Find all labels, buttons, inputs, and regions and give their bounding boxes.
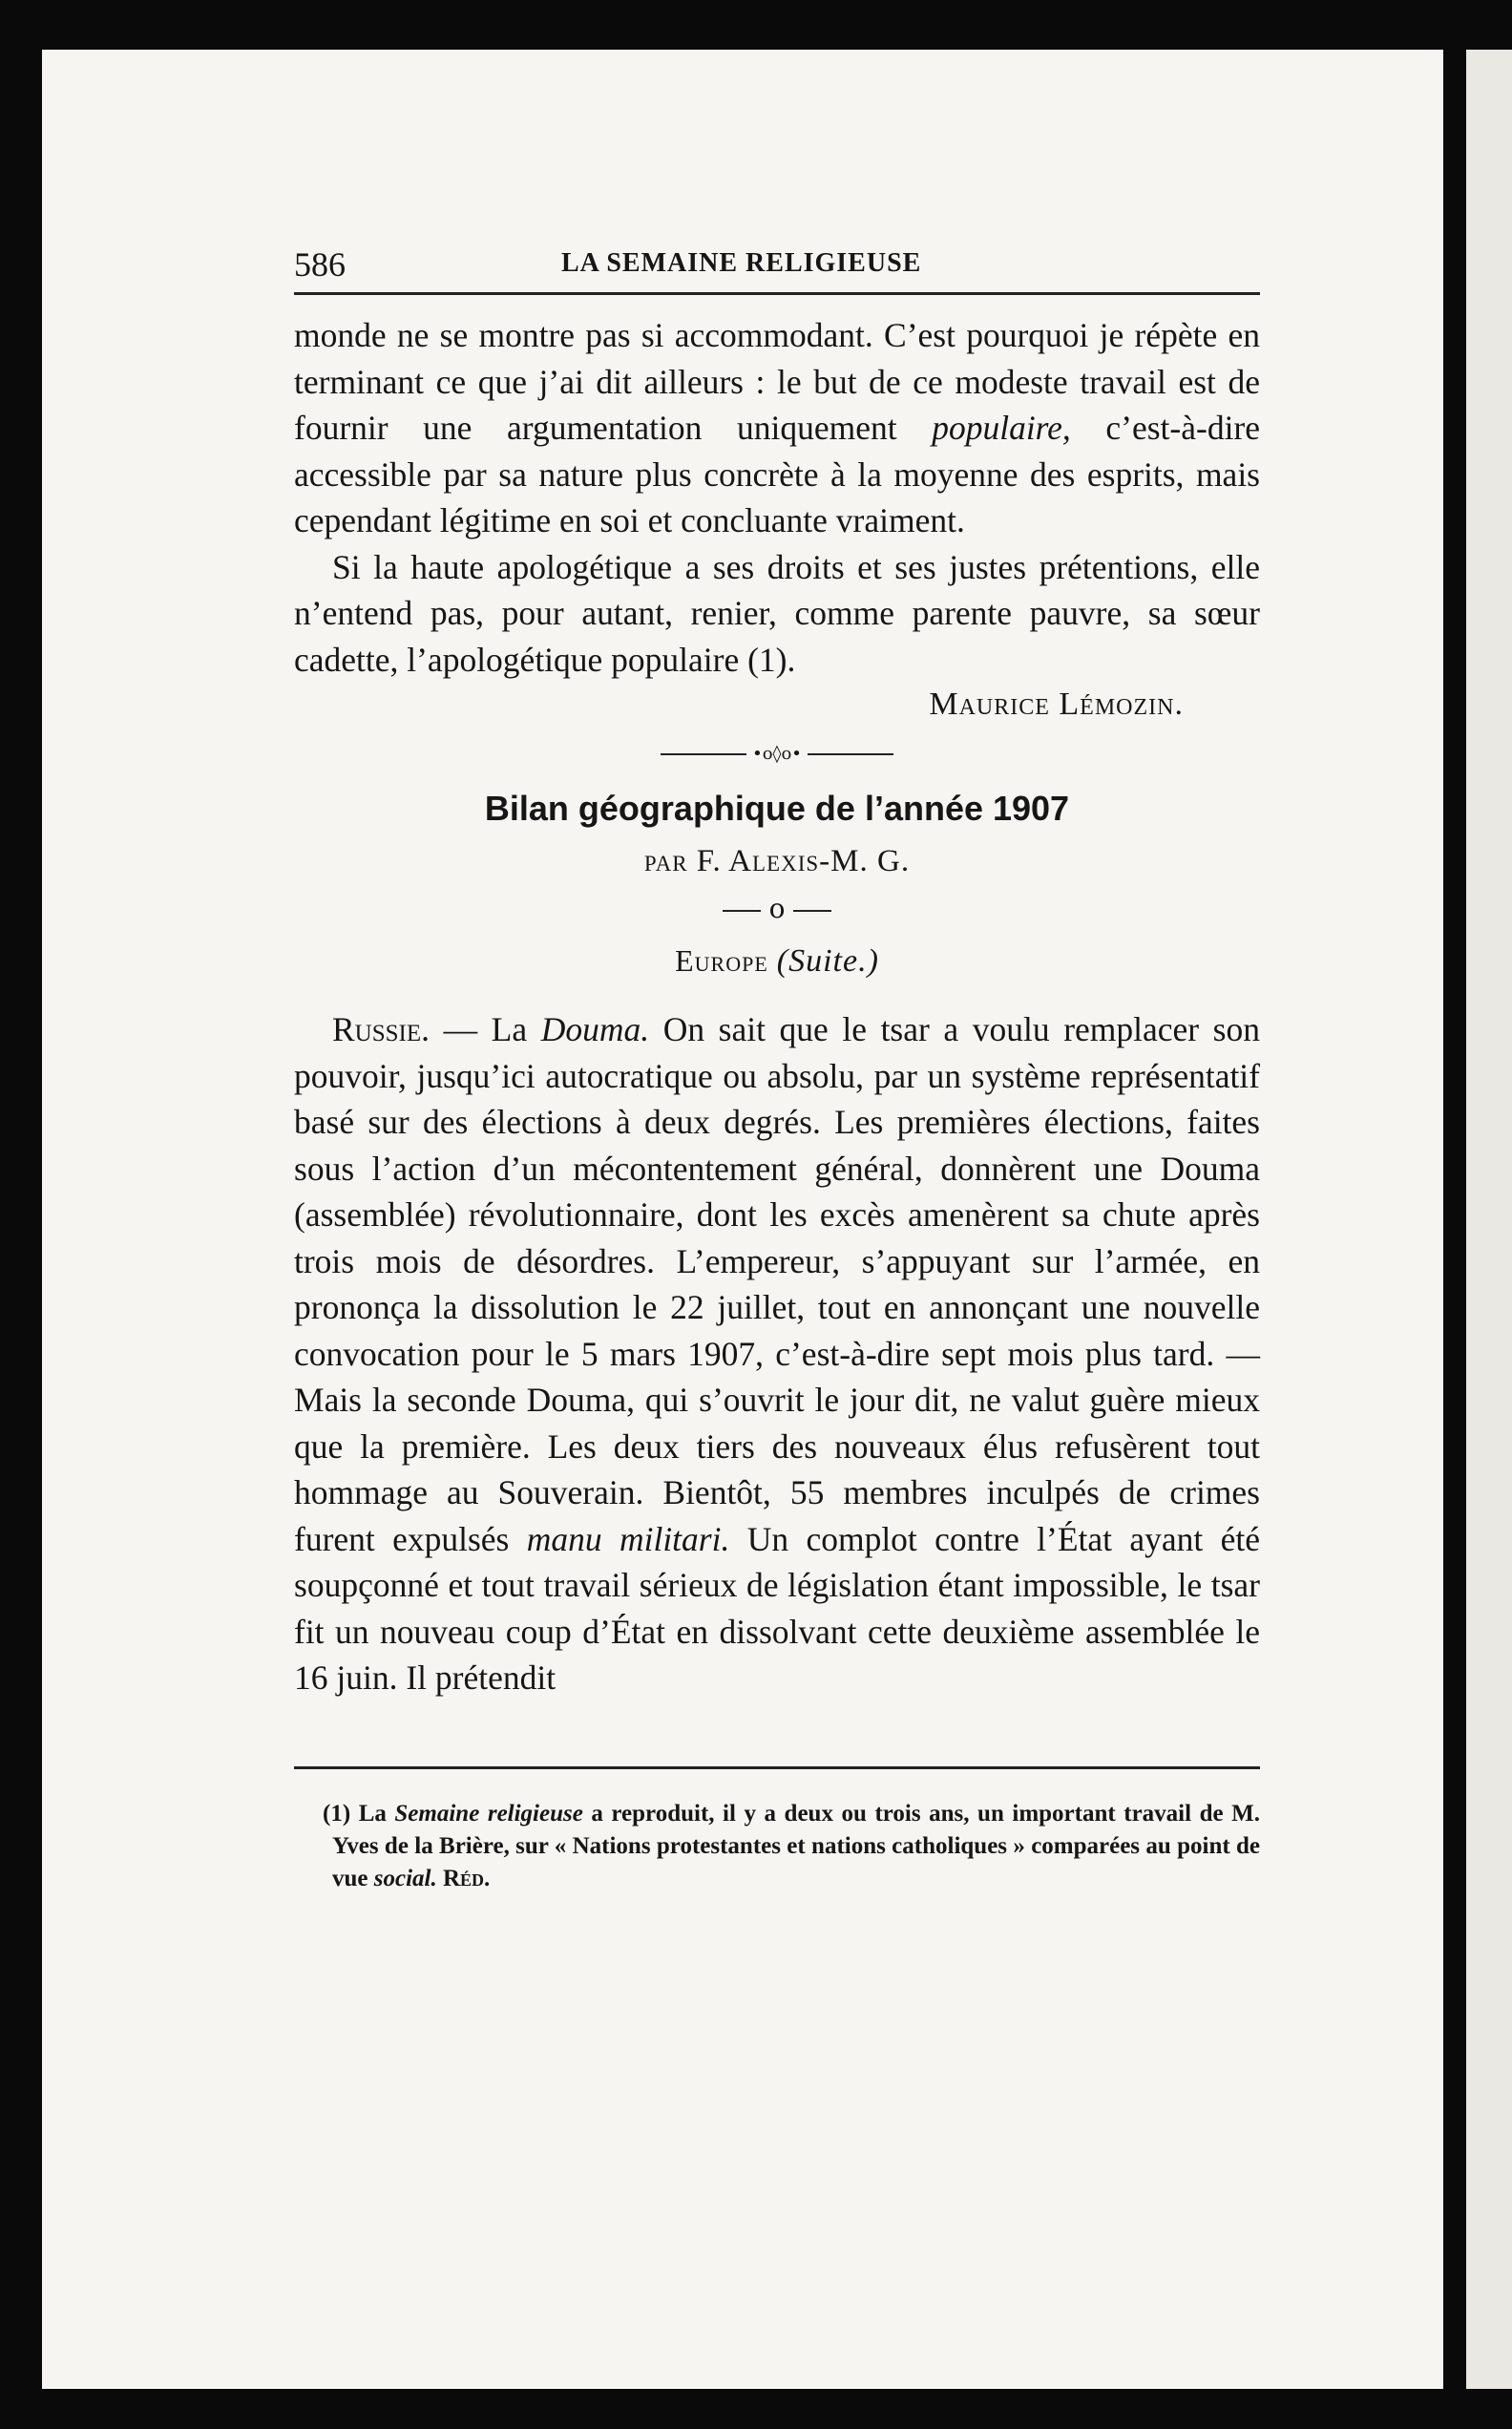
previous-article-paragraph-2: Si la haute apologétique a ses droits et ses justes prétentions, elle n’entend pas, pour autant, renier, comme parente pauvre, sa sœur cadette, l’apologétique populaire (1). bbox=[294, 547, 1260, 679]
ornament-glyph: •o◊o• bbox=[752, 744, 802, 764]
footnote: (1) La Semaine religieuse a reproduit, il y a deux ou trois ans, un important travail de M. Yves de la Brière, sur « Nations protestantes et nations catholiques » comparées au point de vue social. Réd. bbox=[323, 1800, 1260, 1891]
header-rule bbox=[294, 292, 1260, 295]
paragraph-lead: Russie. bbox=[332, 1010, 430, 1048]
running-title: LA SEMAINE RELIGIEUSE bbox=[561, 248, 922, 278]
article-title: Bilan géographique de l’année 1907 bbox=[484, 789, 1070, 828]
footnote-number: (1) bbox=[323, 1800, 351, 1827]
article-paragraph: Russie. — La Douma. On sait que le tsar a voulu remplacer son pouvoir, jusqu’ici autocratique ou absolu, par un système représentatif basé sur des élections à deux degrés. Les premières élections, faites sous l’action d’un mécontentement général, donnèrent une Douma (assemblée) révolutionnaire, dont les excès amenèrent sa chute après trois mois de désordres. L’empereur, s’appuyant sur l’armée, en prononça la dissolution le 22 juillet, tout en annonçant une nouvelle convocation pour le 5 mars 1907, c’est-à-dire sept mois plus tard. — Mais la seconde Douma, qui s’ouvrit le jour dit, ne valut guère mieux que la première. Les deux tiers des nouveaux élus refusèrent tout hommage au Souverain. Bientôt, 55 membres inculpés de crimes furent expulsés manu militari. Un complot contre l’État ayant été soupçonné et tout travail sérieux de législation étant impossible, le tsar fit un nouveau coup d’État en dissolvant cette deuxième assemblée le 16 juin. Il prétendit bbox=[294, 1010, 1260, 1697]
facing-page-edge bbox=[1466, 50, 1512, 2389]
previous-article-paragraph-1: monde ne se montre pas si accommodant. C’est pourquoi je répète en terminant ce que j’ai dit ailleurs : le but de ce modeste travail est de fournir une argumentation uniquement populaire, c’est-à-dire accessible par sa nature plus concrète à la moyenne des esprits, mais cependant légitime en soi et concluante vraiment. bbox=[294, 316, 1261, 539]
gutter-shadow bbox=[1443, 50, 1466, 2389]
section-ornament bbox=[294, 744, 1260, 764]
footnote-rule bbox=[294, 1766, 1260, 1769]
small-ornament: o bbox=[294, 893, 1260, 924]
author-signature: Maurice Lémozin. bbox=[929, 686, 1184, 722]
page-number: 586 bbox=[294, 245, 346, 284]
section-heading: Europe (Suite.) bbox=[675, 943, 879, 979]
running-header bbox=[294, 241, 1260, 284]
italic-term: populaire, bbox=[932, 409, 1071, 447]
text-block bbox=[294, 241, 1260, 1895]
article-byline: par F. Alexis-M. G. bbox=[643, 844, 911, 878]
